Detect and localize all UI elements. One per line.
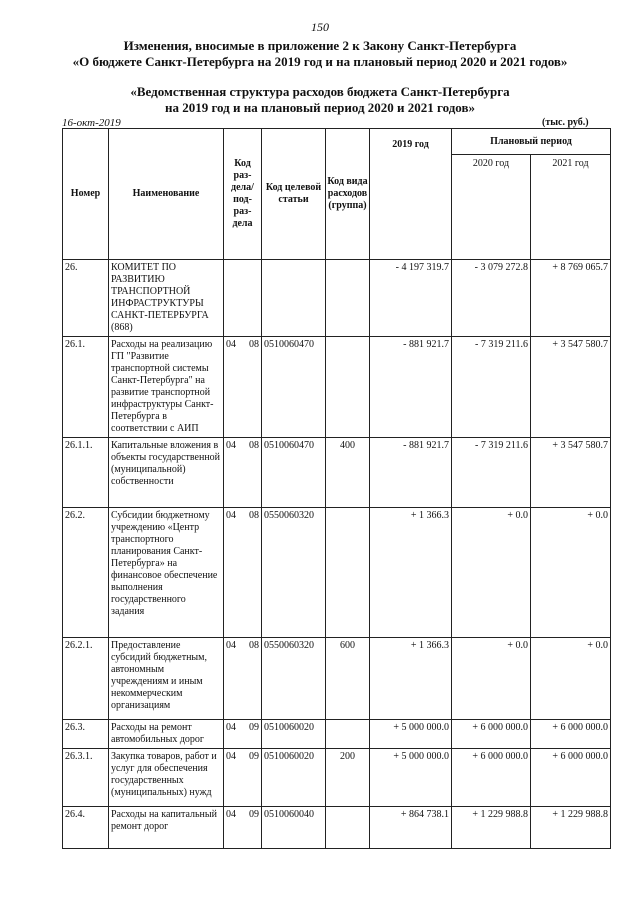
row-value-2021: + 3 547 580.7: [531, 438, 611, 508]
title-line-4: на 2019 год и на плановый период 2020 и 2021 годов»: [164, 100, 475, 115]
row-value-2020: + 0.0: [452, 508, 531, 638]
table-row: [63, 807, 611, 849]
row-number: 26.2.1.: [63, 638, 109, 720]
row-razdel: 04: [226, 809, 236, 820]
row-number: 26.1.: [63, 337, 109, 438]
row-target-code: 0510060020: [262, 749, 326, 807]
row-value-2019: + 5 000 000.0: [370, 720, 452, 749]
row-podrazdel: 09: [249, 722, 259, 733]
row-target-code: 0550060320: [262, 638, 326, 720]
row-target-code: [262, 260, 326, 337]
table-row: [63, 337, 611, 438]
row-name: Предоставление субсидий бюджетным, автономным учреждениям и иным некоммерческим организациям: [109, 638, 224, 720]
header-2020: 2020 год: [452, 155, 531, 260]
title-line-3: «Ведомственная структура расходов бюджета Санкт-Петербурга: [130, 84, 510, 99]
header-2021: 2021 год: [531, 155, 611, 260]
row-value-2021: + 0.0: [531, 638, 611, 720]
row-number: 26.4.: [63, 807, 109, 849]
row-value-2021: + 8 769 065.7: [531, 260, 611, 337]
row-value-2021: + 6 000 000.0: [531, 749, 611, 807]
header-2019: 2019 год: [370, 129, 452, 260]
row-razdel: 04: [226, 640, 236, 651]
table-row: [63, 638, 611, 720]
row-section-code: [224, 508, 262, 638]
row-section-code: [224, 638, 262, 720]
units-label: (тыс. руб.): [542, 117, 589, 128]
row-expense-code: [326, 337, 370, 438]
row-name: Расходы на капитальный ремонт дорог: [109, 807, 224, 849]
budget-table: [62, 128, 611, 849]
header-name: Наименование: [109, 129, 224, 260]
row-value-2021: + 0.0: [531, 508, 611, 638]
row-value-2020: + 1 229 988.8: [452, 807, 531, 849]
row-podrazdel: 09: [249, 751, 259, 762]
row-value-2020: - 7 319 211.6: [452, 337, 531, 438]
row-expense-code: [326, 260, 370, 337]
row-target-code: 0550060320: [262, 508, 326, 638]
row-razdel: 04: [226, 510, 236, 521]
document-title: [0, 38, 640, 70]
row-expense-code: [326, 508, 370, 638]
header-planned-period: Плановый период: [452, 129, 611, 155]
row-value-2020: - 7 319 211.6: [452, 438, 531, 508]
row-value-2020: - 3 079 272.8: [452, 260, 531, 337]
row-value-2019: + 864 738.1: [370, 807, 452, 849]
title-line-2: «О бюджете Санкт-Петербурга на 2019 год и на плановый период 2020 и 2021 годов»: [72, 54, 568, 69]
table-body: [63, 260, 611, 849]
row-name: Расходы на ремонт автомобильных дорог: [109, 720, 224, 749]
row-section-code: [224, 807, 262, 849]
row-name: Субсидии бюджетному учреждению «Центр транспортного планирования Санкт-Петербурга» на финансовое обеспечение выполнения государственного задания: [109, 508, 224, 638]
row-value-2020: + 6 000 000.0: [452, 749, 531, 807]
row-name: КОМИТЕТ ПО РАЗВИТИЮ ТРАНСПОРТНОЙ ИНФРАСТРУКТУРЫ САНКТ-ПЕТЕРБУРГА (868): [109, 260, 224, 337]
row-expense-code: [326, 720, 370, 749]
row-value-2020: + 6 000 000.0: [452, 720, 531, 749]
row-expense-code: 600: [326, 638, 370, 720]
row-podrazdel: 08: [249, 440, 259, 451]
row-value-2021: + 1 229 988.8: [531, 807, 611, 849]
header-expense-code: Код вида расходов (группа): [326, 129, 370, 260]
table-row: [63, 438, 611, 508]
row-expense-code: 400: [326, 438, 370, 508]
row-value-2019: - 4 197 319.7: [370, 260, 452, 337]
row-name: Закупка товаров, работ и услуг для обеспечения государственных (муниципальных) нужд: [109, 749, 224, 807]
row-target-code: 0510060470: [262, 337, 326, 438]
row-target-code: 0510060020: [262, 720, 326, 749]
row-podrazdel: 09: [249, 809, 259, 820]
row-number: 26.: [63, 260, 109, 337]
header-number: Номер: [63, 129, 109, 260]
row-value-2021: + 3 547 580.7: [531, 337, 611, 438]
row-value-2021: + 6 000 000.0: [531, 720, 611, 749]
document-date: 16-окт-2019: [62, 117, 121, 129]
row-value-2019: - 881 921.7: [370, 337, 452, 438]
table-row: [63, 260, 611, 337]
row-name: Капитальные вложения в объекты государственной (муниципальной) собственности: [109, 438, 224, 508]
row-razdel: 04: [226, 751, 236, 762]
row-number: 26.1.1.: [63, 438, 109, 508]
row-section-code: [224, 337, 262, 438]
row-section-code: [224, 438, 262, 508]
row-expense-code: 200: [326, 749, 370, 807]
row-value-2020: + 0.0: [452, 638, 531, 720]
header-section-code: Код раз- дела/ под- раз- дела: [224, 129, 262, 260]
row-number: 26.2.: [63, 508, 109, 638]
row-section-code: [224, 260, 262, 337]
row-value-2019: + 1 366.3: [370, 508, 452, 638]
row-target-code: 0510060040: [262, 807, 326, 849]
row-razdel: 04: [226, 440, 236, 451]
table-row: [63, 508, 611, 638]
row-podrazdel: 08: [249, 339, 259, 350]
row-razdel: 04: [226, 722, 236, 733]
row-section-code: [224, 749, 262, 807]
row-number: 26.3.1.: [63, 749, 109, 807]
row-value-2019: + 5 000 000.0: [370, 749, 452, 807]
table-row: [63, 720, 611, 749]
row-target-code: 0510060470: [262, 438, 326, 508]
row-podrazdel: 08: [249, 510, 259, 521]
header-target-code: Код целевой статьи: [262, 129, 326, 260]
row-podrazdel: 08: [249, 640, 259, 651]
document-subtitle: [0, 84, 640, 116]
row-razdel: 04: [226, 339, 236, 350]
row-expense-code: [326, 807, 370, 849]
title-line-1: Изменения, вносимые в приложение 2 к Закону Санкт-Петербурга: [123, 38, 517, 53]
page-number: 150: [311, 20, 329, 34]
row-value-2019: - 881 921.7: [370, 438, 452, 508]
row-value-2019: + 1 366.3: [370, 638, 452, 720]
row-number: 26.3.: [63, 720, 109, 749]
table-row: [63, 749, 611, 807]
row-name: Расходы на реализацию ГП "Развитие транспортной системы Санкт-Петербурга" на развитие транспортной инфраструктуры Санкт-Петербурга в соответствии с АИП: [109, 337, 224, 438]
row-section-code: [224, 720, 262, 749]
